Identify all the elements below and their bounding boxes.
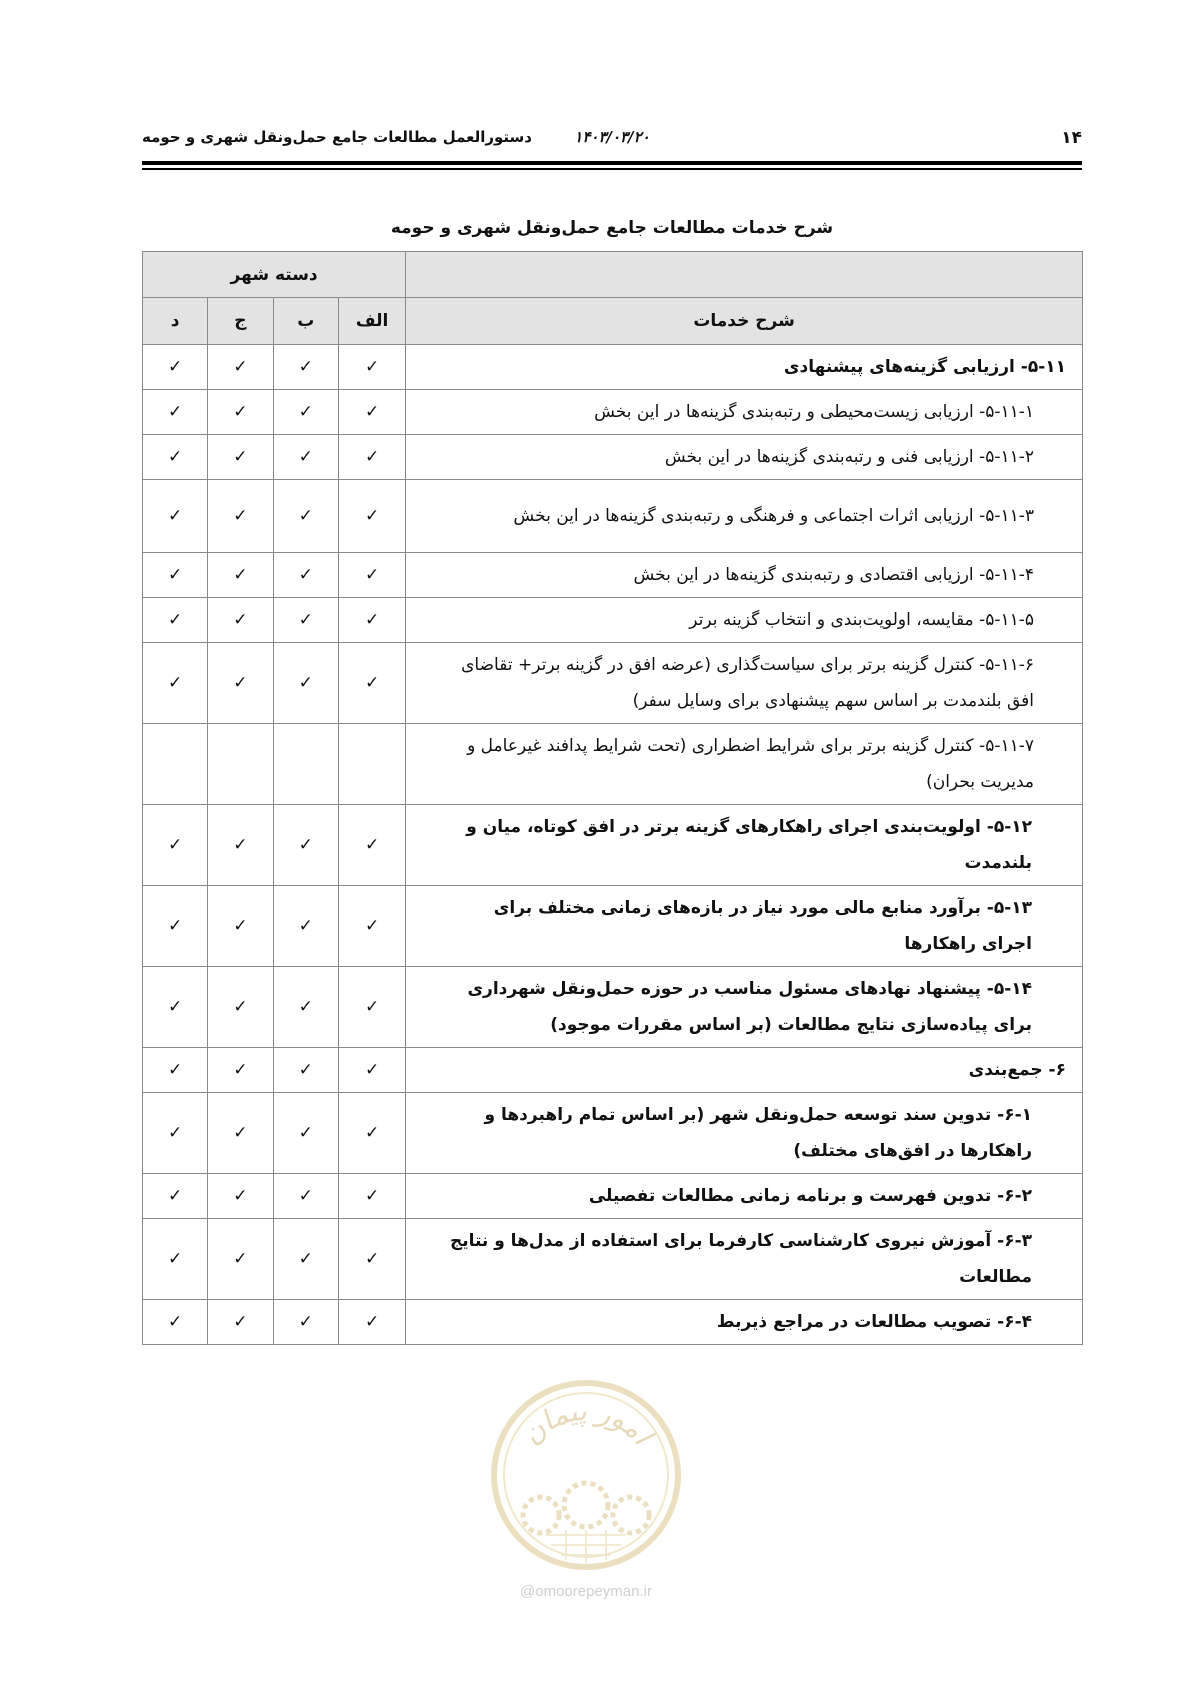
check-mark-cell <box>208 1048 273 1093</box>
checkmark-icon: ✓ <box>168 1312 183 1332</box>
checkmark-icon: ✓ <box>233 1249 248 1269</box>
check-mark-cell <box>339 1048 406 1093</box>
service-description: ۶-۲- تدوین فهرست و برنامه زمانی مطالعات تفصیلی <box>406 1174 1083 1219</box>
checkmark-icon: ✓ <box>364 673 380 693</box>
check-mark-cell <box>143 598 208 643</box>
check-mark-cell <box>339 345 406 390</box>
check-mark-cell <box>273 1174 339 1219</box>
checkmark-icon: ✓ <box>364 1249 380 1269</box>
checkmark-icon: ✓ <box>168 1186 183 1206</box>
table-row <box>143 390 1083 435</box>
checkmark-icon: ✓ <box>168 357 183 377</box>
service-description: ۶-۳- آموزش نیروی کارشناسی کارفرما برای استفاده از مدل‌ها و نتایج مطالعات <box>406 1219 1083 1300</box>
checkmark-icon: ✓ <box>233 1123 248 1143</box>
checkmark-icon: ✓ <box>168 506 183 526</box>
page-number: ۱۴ <box>1061 128 1082 148</box>
check-mark-cell <box>208 886 273 967</box>
checkmark-icon: ✓ <box>364 357 380 377</box>
checkmark-icon: ✓ <box>233 835 248 855</box>
check-mark-cell <box>273 598 339 643</box>
check-mark-cell <box>143 643 208 724</box>
checkmark-icon: ✓ <box>233 1060 248 1080</box>
check-mark-cell <box>143 1300 208 1345</box>
check-mark-cell <box>208 1219 273 1300</box>
checkmark-icon: ✓ <box>168 447 183 467</box>
check-mark-cell <box>273 480 339 553</box>
table-row <box>143 1093 1083 1174</box>
table-row <box>143 1048 1083 1093</box>
check-mark-cell <box>273 724 339 805</box>
checkmark-icon: ✓ <box>364 1312 380 1332</box>
check-mark-cell <box>208 435 273 480</box>
check-mark-cell <box>143 724 208 805</box>
header-title: دستورالعمل مطالعات جامع حمل‌ونقل شهری و حومه <box>142 128 532 146</box>
col-header-be: ب <box>273 298 339 345</box>
table-row <box>143 643 1083 724</box>
service-description: ۵-۱۱-۷- کنترل گزینه برتر برای شرایط اضطراری (تحت شرایط پدافند غیرعامل و مدیریت بحران) <box>406 724 1083 805</box>
check-mark-cell <box>339 480 406 553</box>
checkmark-icon: ✓ <box>168 565 183 585</box>
watermark-seal <box>486 1375 686 1575</box>
check-mark-cell <box>273 886 339 967</box>
check-mark-cell <box>143 553 208 598</box>
check-mark-cell <box>208 390 273 435</box>
checkmark-icon: ✓ <box>298 1312 313 1332</box>
check-mark-cell <box>208 553 273 598</box>
checkmark-icon: ✓ <box>364 447 380 467</box>
check-mark-cell <box>273 967 339 1048</box>
checkmark-icon: ✓ <box>298 610 313 630</box>
checkmark-icon: ✓ <box>233 997 248 1017</box>
check-mark-cell <box>339 598 406 643</box>
checkmark-icon: ✓ <box>364 402 380 422</box>
service-description: ۵-۱۱- ارزیابی گزینه‌های پیشنهادی <box>406 345 1083 390</box>
header-rule-thick <box>142 161 1082 165</box>
service-description: ۵-۱۱-۵- مقایسه، اولویت‌بندی و انتخاب گزینه برتر <box>406 598 1083 643</box>
check-mark-cell <box>143 480 208 553</box>
check-mark-cell <box>208 480 273 553</box>
service-description: ۶- جمع‌بندی <box>406 1048 1083 1093</box>
service-description: ۵-۱۲- اولویت‌بندی اجرای راهکارهای گزینه برتر در افق کوتاه، میان و بلندمدت <box>406 805 1083 886</box>
check-mark-cell <box>339 435 406 480</box>
checkmark-icon: ✓ <box>298 402 313 422</box>
check-mark-cell <box>143 967 208 1048</box>
table-row <box>143 886 1083 967</box>
table-row <box>143 1219 1083 1300</box>
checkmark-icon: ✓ <box>364 565 380 585</box>
checkmark-icon: ✓ <box>233 447 248 467</box>
header-rule-thin <box>142 168 1082 170</box>
checkmark-icon: ✓ <box>168 402 183 422</box>
table-row <box>143 598 1083 643</box>
service-description: ۶-۴- تصویب مطالعات در مراجع ذیربط <box>406 1300 1083 1345</box>
checkmark-icon: ✓ <box>364 1123 380 1143</box>
check-mark-cell <box>208 805 273 886</box>
check-mark-cell <box>273 643 339 724</box>
checkmark-icon: ✓ <box>364 916 380 936</box>
check-mark-cell <box>208 345 273 390</box>
check-mark-cell <box>273 345 339 390</box>
check-mark-cell <box>339 390 406 435</box>
checkmark-icon: ✓ <box>233 565 248 585</box>
check-mark-cell <box>143 345 208 390</box>
checkmark-icon: ✓ <box>233 1186 248 1206</box>
table-row <box>143 345 1083 390</box>
table-body <box>143 345 1083 1345</box>
table-row <box>143 1300 1083 1345</box>
checkmark-icon: ✓ <box>233 402 248 422</box>
service-description: ۵-۱۱-۶- کنترل گزینه برتر برای سیاست‌گذاری (عرضه افق در گزینه برتر+ تقاضای افق بلندمدت بر اساس سهم پیشنهادی برای وسایل سفر) <box>406 643 1083 724</box>
checkmark-icon: ✓ <box>364 506 380 526</box>
check-mark-cell <box>339 886 406 967</box>
city-category-header: دسته شهر <box>143 252 406 298</box>
checkmark-icon: ✓ <box>364 1186 380 1206</box>
check-mark-cell <box>143 805 208 886</box>
header-date: ۱۴۰۳/۰۳/۲۰ <box>574 128 650 146</box>
checkmark-icon: ✓ <box>168 1123 183 1143</box>
check-mark-cell <box>273 805 339 886</box>
checkmark-icon: ✓ <box>168 997 183 1017</box>
service-description: ۵-۱۱-۱- ارزیابی زیست‌محیطی و رتبه‌بندی گزینه‌ها در این بخش <box>406 390 1083 435</box>
check-mark-cell <box>208 1300 273 1345</box>
page-header <box>142 128 1082 154</box>
table-caption: شرح خدمات مطالعات جامع حمل‌ونقل شهری و حومه <box>390 218 834 238</box>
check-mark-cell <box>208 1093 273 1174</box>
service-description: ۶-۱- تدوین سند توسعه حمل‌ونقل شهر (بر اساس تمام راهبردها و راهکارها در افق‌های مختلف) <box>406 1093 1083 1174</box>
service-description: ۵-۱۱-۴- ارزیابی اقتصادی و رتبه‌بندی گزینه‌ها در این بخش <box>406 553 1083 598</box>
check-mark-cell <box>339 1300 406 1345</box>
checkmark-icon: ✓ <box>364 1060 380 1080</box>
check-mark-cell <box>339 805 406 886</box>
checkmark-icon: ✓ <box>298 997 313 1017</box>
desc-header: شرح خدمات <box>406 298 1083 345</box>
check-mark-cell <box>208 1174 273 1219</box>
check-mark-cell <box>339 643 406 724</box>
checkmark-icon: ✓ <box>168 1249 183 1269</box>
check-mark-cell <box>143 390 208 435</box>
checkmark-icon: ✓ <box>298 447 313 467</box>
check-mark-cell <box>208 643 273 724</box>
checkmark-icon: ✓ <box>168 835 183 855</box>
col-header-dal: د <box>143 298 208 345</box>
table-row <box>143 967 1083 1048</box>
check-mark-cell <box>143 1048 208 1093</box>
table-row <box>143 480 1083 553</box>
check-mark-cell <box>143 886 208 967</box>
check-mark-cell <box>273 1219 339 1300</box>
check-mark-cell <box>273 1093 339 1174</box>
check-mark-cell <box>339 1219 406 1300</box>
checkmark-icon: ✓ <box>298 916 313 936</box>
checkmark-icon: ✓ <box>168 673 183 693</box>
service-description: ۵-۱۱-۳- ارزیابی اثرات اجتماعی و فرهنگی و رتبه‌بندی گزینه‌ها در این بخش <box>406 480 1083 553</box>
watermark-script: امور پیمان <box>514 1393 659 1451</box>
check-mark-cell <box>208 724 273 805</box>
watermark-url: @omoorepeyman.ir <box>520 1583 652 1600</box>
checkmark-icon: ✓ <box>298 1249 313 1269</box>
checkmark-icon: ✓ <box>298 357 313 377</box>
check-mark-cell <box>273 1048 339 1093</box>
check-mark-cell <box>143 1093 208 1174</box>
service-description: ۵-۱۴- پیشنهاد نهادهای مسئول مناسب در حوزه حمل‌ونقل شهرداری برای پیاده‌سازی نتایج مطالعات (بر اساس مقررات موجود) <box>406 967 1083 1048</box>
checkmark-icon: ✓ <box>233 506 248 526</box>
check-mark-cell <box>339 1174 406 1219</box>
col-header-jim: ج <box>208 298 273 345</box>
check-mark-cell <box>339 724 406 805</box>
check-mark-cell <box>143 435 208 480</box>
checkmark-icon: ✓ <box>298 673 313 693</box>
checkmark-icon: ✓ <box>233 916 248 936</box>
check-mark-cell <box>273 553 339 598</box>
check-mark-cell <box>339 967 406 1048</box>
checkmark-icon: ✓ <box>233 610 248 630</box>
table-row <box>143 1174 1083 1219</box>
table-row <box>143 435 1083 480</box>
service-description: ۵-۱۳- برآورد منابع مالی مورد نیاز در بازه‌های زمانی مختلف برای اجرای راهکارها <box>406 886 1083 967</box>
service-description: ۵-۱۱-۲- ارزیابی فنی و رتبه‌بندی گزینه‌ها در این بخش <box>406 435 1083 480</box>
table-row <box>143 805 1083 886</box>
check-mark-cell <box>143 1174 208 1219</box>
check-mark-cell <box>273 435 339 480</box>
table-row <box>143 724 1083 805</box>
checkmark-icon: ✓ <box>364 610 380 630</box>
check-mark-cell <box>339 553 406 598</box>
desc-header-blank <box>406 252 1083 298</box>
check-mark-cell <box>273 390 339 435</box>
checkmark-icon: ✓ <box>298 1123 313 1143</box>
check-mark-cell <box>143 1219 208 1300</box>
checkmark-icon: ✓ <box>233 673 248 693</box>
checkmark-icon: ✓ <box>168 1060 183 1080</box>
checkmark-icon: ✓ <box>298 1060 313 1080</box>
col-header-alef: الف <box>339 298 406 345</box>
checkmark-icon: ✓ <box>233 1312 248 1332</box>
checkmark-icon: ✓ <box>168 610 183 630</box>
checkmark-icon: ✓ <box>364 997 380 1017</box>
services-table <box>142 251 1083 1345</box>
checkmark-icon: ✓ <box>298 506 313 526</box>
check-mark-cell <box>208 598 273 643</box>
checkmark-icon: ✓ <box>364 835 380 855</box>
check-mark-cell <box>273 1300 339 1345</box>
checkmark-icon: ✓ <box>233 357 248 377</box>
checkmark-icon: ✓ <box>298 1186 313 1206</box>
table-row <box>143 553 1083 598</box>
checkmark-icon: ✓ <box>168 916 183 936</box>
checkmark-icon: ✓ <box>298 835 313 855</box>
check-mark-cell <box>208 967 273 1048</box>
checkmark-icon: ✓ <box>298 565 313 585</box>
check-mark-cell <box>339 1093 406 1174</box>
